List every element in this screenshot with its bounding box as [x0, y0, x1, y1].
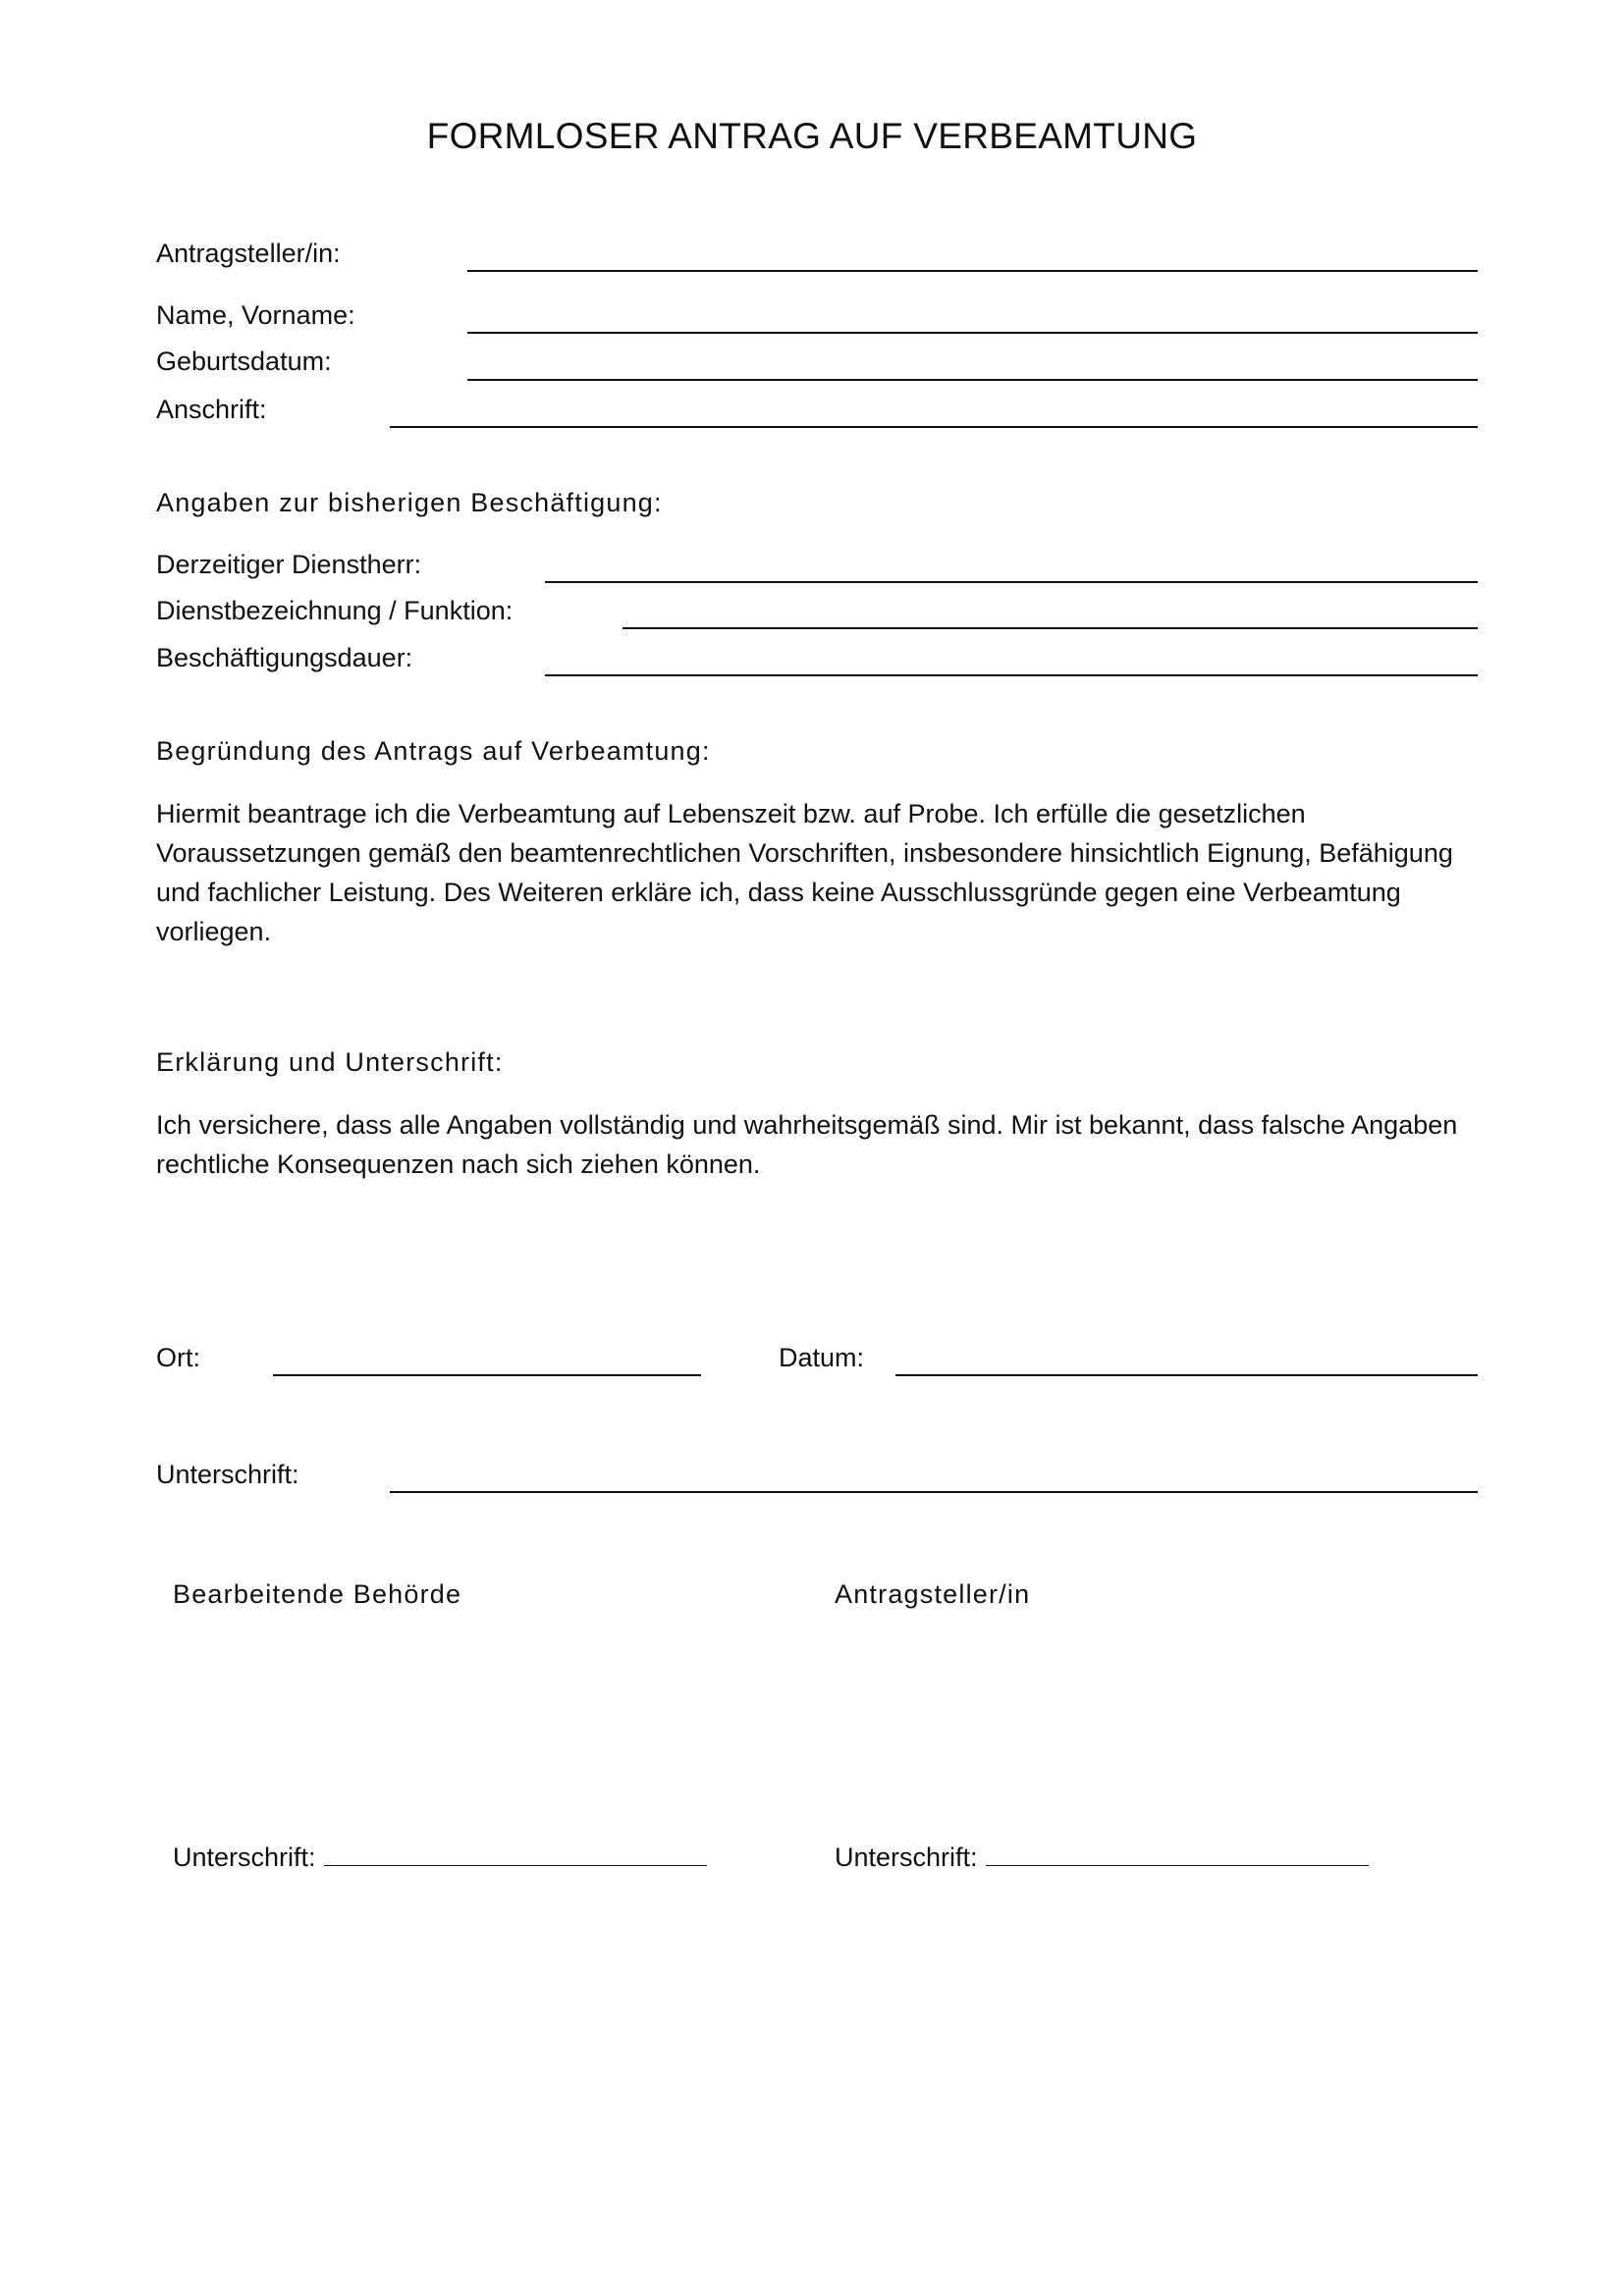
authority-signature-label: Unterschrift: [173, 1842, 316, 1872]
employer-label: Derzeitiger Dienstherr: [156, 550, 422, 579]
applicant-approval-heading: Antragsteller/in [835, 1579, 1031, 1609]
position-label: Dienstbezeichnung / Funktion: [156, 596, 514, 625]
place-label: Ort: [156, 1343, 200, 1372]
declaration-text: Ich versichere, dass alle Angaben vollständig und wahrheitsgemäß sind. Mir ist bekannt, dass falsche Angaben rechtliche Konsequenzen nach sich ziehen können. [156, 1110, 1458, 1179]
applicant-field[interactable] [467, 270, 1478, 272]
date-field[interactable] [895, 1374, 1478, 1376]
authority-signature [173, 1842, 707, 1873]
document-title: FORMLOSER ANTRAG AUF VERBEAMTUNG [426, 116, 1198, 156]
place-field[interactable] [273, 1374, 701, 1376]
duration-field[interactable] [545, 674, 1478, 676]
name-field[interactable] [467, 332, 1478, 334]
address-label: Anschrift: [156, 395, 267, 424]
employment-heading: Angaben zur bisherigen Beschäftigung: [156, 488, 663, 517]
employer-field[interactable] [545, 581, 1478, 583]
applicant-signature [835, 1842, 1369, 1873]
position-field[interactable] [623, 627, 1478, 629]
signature-field[interactable] [390, 1491, 1478, 1493]
name-label: Name, Vorname: [156, 300, 355, 330]
address-field[interactable] [390, 426, 1478, 428]
authority-heading: Bearbeitende Behörde [173, 1579, 462, 1609]
duration-label: Beschäftigungsdauer: [156, 643, 413, 672]
birthdate-field[interactable] [467, 379, 1478, 381]
applicant-signature-label: Unterschrift: [835, 1842, 978, 1872]
authority-signature-field[interactable] [324, 1842, 707, 1866]
applicant-signature-field[interactable] [986, 1842, 1369, 1866]
date-label: Datum: [779, 1343, 865, 1372]
declaration-heading: Erklärung und Unterschrift: [156, 1047, 504, 1077]
applicant-label: Antragsteller/in: [156, 239, 341, 268]
birthdate-label: Geburtsdatum: [156, 347, 332, 376]
signature-label: Unterschrift: [156, 1460, 299, 1489]
justification-text: Hiermit beantrage ich die Verbeamtung auf Lebenszeit bzw. auf Probe. Ich erfülle die gesetzlichen Voraussetzungen gemäß den beamtenrechtlichen Vorschriften, insbesondere hinsichtlich Eignung, Befähigung und fachlicher Leistung. Des Weiteren erkläre ich, dass keine Ausschlussgründe gegen eine Verbeamtung vorliegen. [156, 799, 1453, 946]
justification-heading: Begründung des Antrags auf Verbeamtung: [156, 736, 711, 766]
